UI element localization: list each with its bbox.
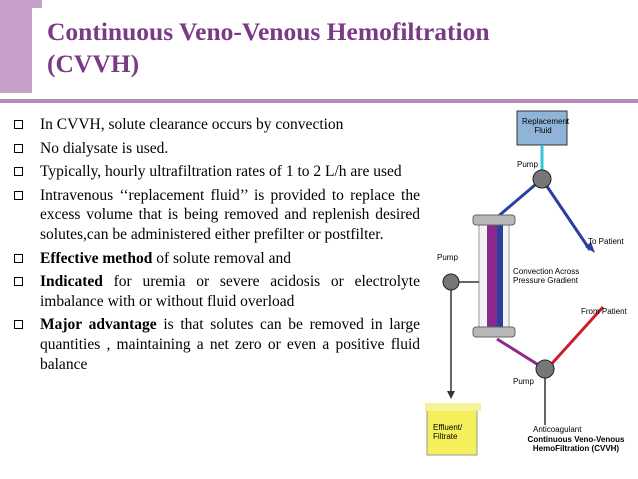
filter-cap-top	[473, 215, 515, 225]
filter-cap-bottom	[473, 327, 515, 337]
slide-title	[47, 16, 607, 80]
bullet-item: Indicated for uremia or severe acidosis or electrolyte imbalance with or without fluid overload	[10, 272, 420, 311]
checkbox-bullet-icon	[14, 254, 23, 263]
effluent-arrow	[447, 391, 455, 399]
pump-left-label: Pump	[437, 253, 458, 262]
pump-top-icon	[533, 170, 551, 188]
filter-core-blue	[497, 225, 503, 329]
title-line-2: (CVVH)	[47, 49, 140, 78]
bullet-list	[10, 115, 420, 378]
checkbox-bullet-icon	[14, 144, 23, 153]
pump-left-icon	[443, 274, 459, 290]
pump-top-label: Pump	[517, 160, 538, 169]
from-patient-label: From Patient	[581, 307, 627, 316]
bullet-item: No dialysate is used.	[10, 139, 420, 159]
checkbox-bullet-icon	[14, 167, 23, 176]
pump-bottom-label: Pump	[513, 377, 534, 386]
effluent-label: Effluent/ Filtrate	[433, 423, 463, 441]
title-line-1: Continuous Veno-Venous Hemofiltration	[47, 17, 490, 46]
accent-bar	[0, 0, 32, 93]
title-underline	[0, 99, 638, 103]
checkbox-bullet-icon	[14, 320, 23, 329]
bullet-item: In CVVH, solute clearance occurs by convection	[10, 115, 420, 135]
bullet-item: Major advantage is that solutes can be removed in large quantities , maintaining a net zero or even a positive fluid balance	[10, 315, 420, 374]
bullet-item: Effective method of solute removal and	[10, 249, 420, 269]
cvvh-diagram	[425, 107, 638, 470]
convection-label: Convection Across Pressure Gradient	[513, 267, 580, 285]
blue-line-to-patient	[542, 179, 590, 250]
bullet-item: Intravenous ‘‘replacement fluid’’ is provided to replace the excess volume that is being removed and replenish desired solutes,can be administered either prefilter or postfilter.	[10, 186, 420, 245]
filter-core	[487, 225, 497, 329]
replacement-fluid-label: Replacement Fluid	[522, 117, 570, 135]
anticoagulant-label: Anticoagulant	[533, 425, 582, 434]
checkbox-bullet-icon	[14, 191, 23, 200]
diagram-caption: Continuous Veno-Venous HemoFiltration (CVVH)	[527, 435, 625, 453]
pump-bottom-icon	[536, 360, 554, 378]
bullet-item: Typically, hourly ultrafiltration rates of 1 to 2 L/h are used	[10, 162, 420, 182]
checkbox-bullet-icon	[14, 120, 23, 129]
to-patient-label: To Patient	[588, 237, 624, 246]
effluent-box-top	[425, 403, 481, 411]
checkbox-bullet-icon	[14, 277, 23, 286]
red-line-from-patient	[547, 307, 603, 369]
